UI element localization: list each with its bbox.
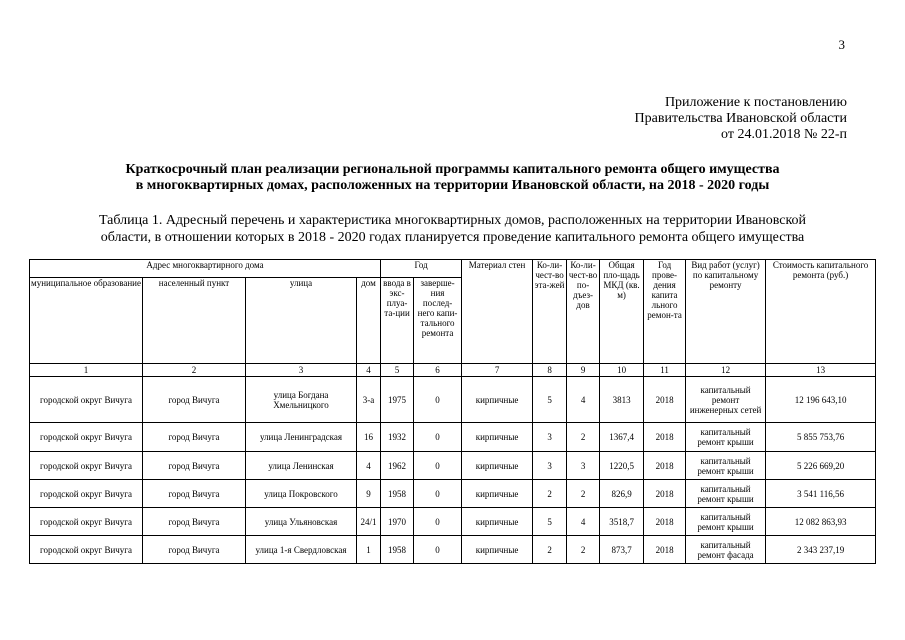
column-number: 1	[30, 364, 143, 377]
table-row	[30, 480, 876, 508]
cell-municipality: городской округ Вичуга	[30, 508, 143, 536]
cell-year-renovation: 0	[414, 480, 462, 508]
cell-municipality: городской округ Вичуга	[30, 480, 143, 508]
cell-area: 3813	[600, 377, 644, 423]
cell-floors: 5	[533, 508, 567, 536]
cell-year-renovation: 0	[414, 452, 462, 480]
caption-line: Таблица 1. Адресный перечень и характеристика многоквартирных домов, расположенных на территории Ивановской	[98, 213, 807, 228]
cell-year-commission: 1958	[381, 480, 414, 508]
header-year-renovation: заверше-ния послед-него капи-тального ремонта	[414, 278, 462, 364]
cell-cost: 12 196 643,10	[766, 377, 876, 423]
column-number: 8	[533, 364, 567, 377]
cell-year-renovation: 0	[414, 423, 462, 452]
cell-house: 16	[357, 423, 381, 452]
header-floors: Ко-ли-чест-во эта-жей	[533, 260, 567, 364]
cell-repair-year: 2018	[644, 423, 686, 452]
cell-work: капитальный ремонт крыши	[686, 480, 766, 508]
cell-street: улица Ленинская	[246, 452, 357, 480]
cell-year-commission: 1962	[381, 452, 414, 480]
cell-entrances: 2	[567, 480, 600, 508]
cell-street: улица Ленинградская	[246, 423, 357, 452]
cell-house: 4	[357, 452, 381, 480]
column-number: 7	[462, 364, 533, 377]
appendix-line: Приложение к постановлению	[664, 95, 847, 110]
cell-settlement: город Вичуга	[143, 452, 246, 480]
table-caption	[0, 212, 905, 246]
cell-floors: 2	[533, 536, 567, 564]
header-house: дом	[357, 278, 381, 364]
column-number-row	[30, 364, 876, 377]
column-number: 9	[567, 364, 600, 377]
cell-repair-year: 2018	[644, 536, 686, 564]
cell-repair-year: 2018	[644, 452, 686, 480]
appendix-line: от 24.01.2018 № 22-п	[721, 127, 847, 142]
header-year-commission: ввода в экс-плуа-та-ции	[381, 278, 414, 364]
cell-house: 24/1	[357, 508, 381, 536]
table-row	[30, 536, 876, 564]
column-number: 10	[600, 364, 644, 377]
cell-year-commission: 1932	[381, 423, 414, 452]
header-entrances: Ко-ли-чест-во по-дъез-дов	[567, 260, 600, 364]
cell-municipality: городской округ Вичуга	[30, 423, 143, 452]
cell-work: капитальный ремонт инженерных сетей	[686, 377, 766, 423]
column-number: 5	[381, 364, 414, 377]
cell-street: улица Покровского	[246, 480, 357, 508]
title-line: в многоквартирных домах, расположенных на территории Ивановской области, на 2018 - 2020 годы	[135, 178, 770, 193]
column-number: 6	[414, 364, 462, 377]
cell-work: капитальный ремонт крыши	[686, 423, 766, 452]
cell-floors: 3	[533, 452, 567, 480]
cell-area: 873,7	[600, 536, 644, 564]
header-address-group: Адрес многоквартирного дома	[30, 260, 381, 278]
table-row	[30, 508, 876, 536]
cell-floors: 3	[533, 423, 567, 452]
cell-cost: 2 343 237,19	[766, 536, 876, 564]
cell-repair-year: 2018	[644, 508, 686, 536]
cell-cost: 5 855 753,76	[766, 423, 876, 452]
cell-house: 1	[357, 536, 381, 564]
table-row	[30, 377, 876, 423]
header-street: улица	[246, 278, 357, 364]
column-number: 13	[766, 364, 876, 377]
cell-material: кирпичные	[462, 480, 533, 508]
cell-settlement: город Вичуга	[143, 508, 246, 536]
header-area: Общая пло-щадь МКД (кв. м)	[600, 260, 644, 364]
cell-street: улица 1-я Свердловская	[246, 536, 357, 564]
header-work-type: Вид работ (услуг) по капитальному ремонту	[686, 260, 766, 364]
document-title	[0, 162, 905, 194]
cell-work: капитальный ремонт крыши	[686, 508, 766, 536]
header-wall-material: Материал стен	[462, 260, 533, 364]
appendix-block	[635, 95, 847, 143]
cell-year-commission: 1975	[381, 377, 414, 423]
cell-material: кирпичные	[462, 452, 533, 480]
cell-work: капитальный ремонт крыши	[686, 452, 766, 480]
cell-house: 9	[357, 480, 381, 508]
cell-street: улица Богдана Хмельницкого	[246, 377, 357, 423]
title-line: Краткосрочный план реализации региональной программы капитального ремонта общего имущества	[125, 162, 780, 177]
housing-repair-table	[29, 259, 876, 564]
cell-area: 826,9	[600, 480, 644, 508]
cell-settlement: город Вичуга	[143, 377, 246, 423]
caption-line: области, в отношении которых в 2018 - 2020 годах планируется проведение капитального ремонта общего имущества	[100, 230, 805, 245]
column-number: 3	[246, 364, 357, 377]
cell-cost: 12 082 863,93	[766, 508, 876, 536]
header-year-group: Год	[381, 260, 462, 278]
cell-area: 3518,7	[600, 508, 644, 536]
cell-house: 3-а	[357, 377, 381, 423]
cell-repair-year: 2018	[644, 377, 686, 423]
cell-material: кирпичные	[462, 423, 533, 452]
cell-cost: 5 226 669,20	[766, 452, 876, 480]
cell-year-renovation: 0	[414, 377, 462, 423]
cell-entrances: 4	[567, 508, 600, 536]
cell-material: кирпичные	[462, 508, 533, 536]
cell-year-commission: 1970	[381, 508, 414, 536]
table-row	[30, 452, 876, 480]
cell-repair-year: 2018	[644, 480, 686, 508]
cell-entrances: 4	[567, 377, 600, 423]
column-number: 11	[644, 364, 686, 377]
cell-municipality: городской округ Вичуга	[30, 536, 143, 564]
cell-entrances: 2	[567, 423, 600, 452]
cell-entrances: 2	[567, 536, 600, 564]
header-settlement: населенный пункт	[143, 278, 246, 364]
table-row	[30, 423, 876, 452]
column-number: 4	[357, 364, 381, 377]
cell-material: кирпичные	[462, 377, 533, 423]
header-municipality: муниципальное образование	[30, 278, 143, 364]
cell-year-renovation: 0	[414, 508, 462, 536]
cell-street: улица Ульяновская	[246, 508, 357, 536]
cell-work: капитальный ремонт фасада	[686, 536, 766, 564]
cell-municipality: городской округ Вичуга	[30, 377, 143, 423]
appendix-line: Правительства Ивановской области	[634, 111, 847, 126]
cell-area: 1367,4	[600, 423, 644, 452]
header-cost: Стоимость капитального ремонта (руб.)	[766, 260, 876, 364]
cell-floors: 5	[533, 377, 567, 423]
cell-settlement: город Вичуга	[143, 423, 246, 452]
header-repair-year: Год прове-дения капита льного ремон-та	[644, 260, 686, 364]
cell-entrances: 3	[567, 452, 600, 480]
cell-area: 1220,5	[600, 452, 644, 480]
column-number: 2	[143, 364, 246, 377]
cell-year-renovation: 0	[414, 536, 462, 564]
cell-settlement: город Вичуга	[143, 536, 246, 564]
column-number: 12	[686, 364, 766, 377]
cell-municipality: городской округ Вичуга	[30, 452, 143, 480]
page-number: 3	[838, 37, 845, 52]
cell-floors: 2	[533, 480, 567, 508]
cell-cost: 3 541 116,56	[766, 480, 876, 508]
cell-material: кирпичные	[462, 536, 533, 564]
cell-year-commission: 1958	[381, 536, 414, 564]
cell-settlement: город Вичуга	[143, 480, 246, 508]
